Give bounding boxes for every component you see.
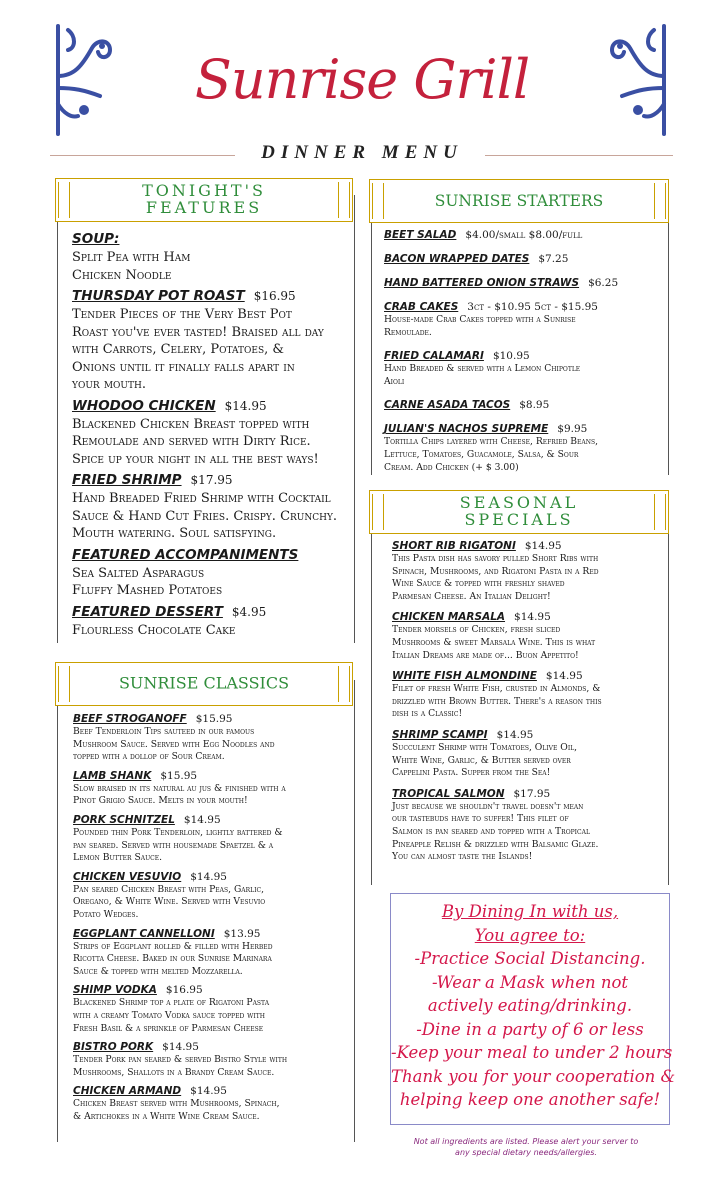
menu-item-description-line: Succulent Shrimp with Tomatoes, Olive Oil, [392, 741, 578, 753]
menu-item-name: FEATURED ACCOMPANIMENTS [72, 546, 299, 563]
starters-list [384, 226, 664, 482]
menu-item-description-line: Lemon Butter Sauce. [73, 852, 163, 864]
seasonal-menu-item [392, 667, 664, 721]
classics-menu-item [73, 1038, 351, 1079]
dine-in-notice-lines [391, 894, 676, 1112]
notice-line: -Practice Social Distancing. [414, 949, 646, 968]
menu-item-description-line: Mushroom Sauce. Served with Egg Noodles and [73, 738, 275, 750]
menu-item-description-line: Pinot Grigio Sauce. Melts in your mouth! [73, 795, 248, 807]
menu-item-description-line: Just because we shouldn't travel doesn't mean [392, 800, 584, 812]
menu-item-price: $17.95 [513, 787, 551, 800]
menu-item-price: $14.95 [183, 813, 221, 826]
seasonal-menu-item [392, 726, 664, 780]
restaurant-title: Sunrise Grill [194, 48, 530, 111]
seasonal-heading-line2: SPECIALS [464, 510, 574, 529]
menu-item-price: $14.95 [162, 1041, 199, 1054]
menu-item-description-line: Sauce & Hand Cut Fries. Crispy. Crunchy. [72, 508, 338, 524]
menu-item-name: FRIED SHRIMP [72, 472, 182, 488]
menu-item-description-line: Italian Dreams are made of... Buon Appetito! [392, 649, 579, 661]
menu-item-name: BEEF STROGANOFF [73, 713, 187, 725]
menu-item-description-line: Roast you've ever tasted! Braised all day [72, 324, 324, 340]
features-menu-item [72, 395, 354, 469]
menu-item-name: CHICKEN ARMAND [73, 1085, 182, 1098]
menu-item-price: $14.95 [190, 1085, 227, 1098]
menu-item-description-line: dish is a Classic! [392, 708, 463, 720]
menu-item-description-line: Tender Pork pan seared & served Bistro Style with [73, 1054, 288, 1066]
menu-item-name: EGGPLANT CANNELLONI [73, 927, 215, 940]
menu-item-description-line: Fresh Basil & a sprinkle of Parmesan Cheese [73, 1022, 264, 1034]
menu-item-description-line: Remoulade. [384, 326, 432, 338]
menu-item-description-line: Chicken Noodle [72, 267, 172, 283]
menu-item-price: $15.95 [160, 769, 198, 782]
menu-item-name: CARNE ASADA TACOS [384, 399, 511, 412]
menu-item-price: $14.95 [496, 728, 534, 741]
menu-item-description-line: Ricotta Cheese. Baked in our Sunrise Marinara [73, 953, 272, 965]
menu-item-price: $9.95 [557, 423, 588, 436]
features-heading-line1: TONIGHT'S [142, 181, 266, 201]
menu-item-description-line: with a creamy Tomato Vodka sauce topped with [73, 1009, 265, 1021]
starters-heading: SUNRISE STARTERS [434, 191, 604, 210]
menu-item-price: $14.95 [545, 670, 583, 683]
menu-item-name: TROPICAL SALMON [392, 787, 505, 800]
features-menu-item [72, 228, 354, 284]
menu-item-description-line: Mushrooms, Shallots in a Brandy Cream Sauce. [73, 1066, 275, 1078]
menu-item-name: FRIED CALAMARI [384, 350, 484, 363]
menu-item-description-line: Filet of fresh White Fish, crusted in Almonds, & [392, 683, 601, 695]
classics-menu-item [73, 925, 351, 979]
menu-item-name: SOUP: [72, 231, 120, 247]
seasonal-heading-line1: SEASONAL [459, 493, 579, 513]
menu-item-description-line: topped with a dollop of Sour Cream. [73, 751, 225, 763]
menu-item-price: $10.95 [492, 350, 530, 363]
menu-item-description-line: Cream. Add Chicken (+ $ 3.00) [384, 461, 519, 473]
starters-menu-item [384, 226, 664, 242]
menu-item-description-line: pan seared. Served with housemade Spaetzel & a [73, 839, 274, 851]
menu-item-description-line: Strips of Eggplant rolled & filled with Herbed [73, 940, 273, 952]
classics-menu-item [73, 767, 351, 808]
menu-item-description-line: Salmon is pan seared and topped with a Tropical [392, 825, 590, 837]
menu-item-description-line: Aioli [384, 375, 405, 387]
menu-item-description-line: Sauce & topped with melted Mozzarella. [73, 965, 243, 977]
menu-item-description-line: Remoulade and served with Dirty Rice. [72, 434, 311, 449]
notice-line: Thank you for your cooperation & [391, 1066, 676, 1086]
notice-line: -Dine in a party of 6 or less [416, 1019, 644, 1039]
menu-item-price: $14.95 [190, 870, 227, 883]
starters-menu-item [384, 347, 664, 388]
features-list [72, 228, 354, 640]
menu-item-description-line: Slow braised in its natural au jus & finished with a [73, 782, 286, 794]
classics-menu-item [73, 981, 351, 1035]
menu-item-price: $6.25 [588, 277, 619, 289]
menu-item-description-line: Chicken Breast served with Mushrooms, Spinach, [73, 1098, 280, 1110]
notice-line: actively eating/drinking. [427, 996, 633, 1015]
seasonal-menu-item [392, 785, 664, 864]
starters-menu-item [384, 420, 664, 474]
menu-item-price: $4.95 [231, 604, 267, 619]
menu-item-name: SHORT RIB RIGATONI [392, 540, 516, 552]
menu-item-price: $8.95 [519, 399, 550, 412]
dine-in-notice-box [390, 893, 676, 1125]
menu-item-description-line: our tastebuds have to suffer! This filet of [392, 813, 569, 825]
allergy-footnote-line1: Not all ingredients are listed. Please alert your server to [413, 1137, 639, 1146]
menu-item-name: BACON WRAPPED DATES [384, 253, 530, 265]
menu-item-price: $14.95 [514, 611, 551, 624]
menu-item-description-line: White Wine, Garlic, & Butter served over [392, 754, 571, 766]
menu-item-name: CRAB CAKES [384, 301, 459, 313]
classics-list [73, 710, 351, 1126]
menu-item-description-line: Lettuce, Tomatoes, Guacamole, Salsa, & Sour [384, 448, 579, 460]
allergy-footnote-line2: any special dietary needs/allergies. [455, 1148, 597, 1157]
menu-item-name: THURSDAY POT ROAST [72, 288, 245, 304]
starters-menu-item [384, 298, 664, 339]
menu-item-name: LAMB SHANK [73, 769, 152, 782]
menu-item-description-line: Tender morsels of Chicken, fresh sliced [392, 624, 561, 636]
menu-item-price: $16.95 [165, 984, 203, 997]
menu-item-description-line: Oregano, & White Wine. Served with Vesuvio [73, 896, 266, 908]
notice-line: helping keep one another safe! [399, 1090, 661, 1109]
menu-item-description-line: Fluffy Mashed Potatoes [72, 583, 223, 598]
classics-menu-item [73, 1082, 351, 1123]
classics-menu-item [73, 868, 351, 922]
menu-item-price: $13.95 [223, 927, 261, 940]
menu-item-description-line: your mouth. [72, 377, 146, 392]
menu-item-description-line: Cappelini Pasta. Supper from the Sea! [392, 767, 551, 779]
menu-item-name: JULIAN'S NACHOS SUPREME [384, 423, 549, 436]
starters-menu-item [384, 274, 664, 290]
seasonal-menu-item [392, 608, 664, 662]
menu-item-name: SHIMP VODKA [73, 984, 157, 997]
menu-item-description-line: Flourless Chocolate Cake [72, 622, 236, 638]
menu-item-price: $15.95 [195, 713, 233, 725]
menu-item-price: $17.95 [190, 473, 233, 487]
menu-item-description-line: with Carrots, Celery, Potatoes, & [72, 342, 284, 357]
menu-item-description-line: Spice up your night in all the best ways! [72, 451, 319, 467]
menu-item-description-line: & Artichokes in a White Wine Cream Sauce. [73, 1110, 260, 1122]
menu-item-price: $16.95 [253, 289, 296, 303]
notice-line: By Dining In with us, [441, 902, 619, 921]
menu-subtitle: DINNER MENU [261, 142, 463, 163]
menu-item-name: WHITE FISH ALMONDINE [392, 670, 537, 683]
starters-menu-item [384, 250, 664, 266]
features-menu-item [72, 544, 354, 600]
menu-item-price: $14.95 [524, 540, 562, 552]
menu-item-description-line: Wine Sauce & topped with freshly shaved [392, 578, 565, 590]
menu-item-description-line: Pineapple Relish & drizzled with Balsamic Glaze. [392, 838, 599, 850]
seasonal-heading-frame [369, 490, 669, 534]
allergy-footnote [388, 1136, 664, 1158]
menu-item-description-line: Blackened Shrimp top a plate of Rigatoni Pasta [73, 997, 270, 1009]
menu-item-price: $7.25 [538, 253, 569, 265]
notice-line: -Keep your meal to under 2 hours [391, 1043, 673, 1062]
menu-item-name: CHICKEN MARSALA [392, 611, 506, 624]
menu-item-name: WHODOO CHICKEN [72, 397, 216, 414]
menu-item-description-line: Potato Wedges. [73, 908, 139, 920]
seasonal-menu-item [392, 537, 664, 603]
menu-item-description-line: Sea Salted Asparagus [72, 565, 205, 581]
menu-item-name: BEET SALAD [384, 229, 457, 241]
menu-item-name: BISTRO PORK [73, 1041, 154, 1054]
menu-item-description-line: Parmesan Cheese. An Italian Delight! [392, 590, 551, 602]
menu-item-name: CHICKEN VESUVIO [73, 870, 182, 883]
classics-menu-item [73, 811, 351, 865]
menu-item-name: SHRIMP SCAMPI [392, 728, 488, 741]
menu-item-description-line: Tortilla Chips layered with Cheese, Refried Beans, [384, 436, 599, 448]
menu-item-description-line: Onions until it finally falls apart in [72, 359, 295, 375]
features-heading-line2: FEATURES [145, 198, 263, 217]
features-heading-frame [55, 178, 353, 222]
features-menu-item [72, 285, 354, 394]
starters-menu-item [384, 396, 664, 412]
menu-item-description-line: drizzled with Brown Butter. There's a reason this [392, 695, 602, 707]
menu-item-description-line: Hand Breaded Fried Shrimp with Cocktail [72, 491, 331, 506]
starters-heading-frame [369, 179, 669, 223]
menu-item-description-line: Hand Breaded & served with a Lemon Chipotle [384, 363, 581, 375]
features-menu-item [72, 469, 354, 543]
menu-item-description-line: Pan seared Chicken Breast with Peas, Garlic, [73, 883, 265, 895]
notice-line: -Wear a Mask when not [431, 972, 629, 992]
menu-item-description-line: Split Pea with Ham [72, 250, 191, 265]
menu-item-description-line: Beef Tenderloin Tips sauteed in our famous [73, 726, 255, 737]
menu-item-price: $4.00/small $8.00/full [465, 229, 583, 241]
classics-heading: SUNRISE CLASSICS [118, 673, 290, 693]
menu-item-name: FEATURED DESSERT [72, 603, 223, 620]
menu-item-description-line: This Pasta dish has savory pulled Short Ribs with [392, 553, 599, 564]
menu-item-description-line: You can almost taste the Islands! [392, 851, 533, 863]
menu-item-description-line: Mouth watering. Soul satisfying. [72, 526, 277, 541]
seasonal-list [392, 537, 664, 869]
classics-menu-item [73, 710, 351, 764]
classics-heading-frame [55, 662, 353, 706]
menu-item-description-line: Blackened Chicken Breast topped with [72, 416, 310, 432]
notice-line: You agree to: [474, 925, 586, 945]
menu-item-description-line: House-made Crab Cakes topped with a Sunrise [384, 314, 576, 325]
menu-item-name: HAND BATTERED ONION STRAWS [384, 277, 580, 289]
menu-item-description-line: Pounded thin Pork Tenderloin, lightly battered & [73, 826, 283, 838]
menu-item-description-line: Tender Pieces of the Very Best Pot [72, 307, 292, 322]
menu-item-name: PORK SCHNITZEL [73, 813, 175, 826]
menu-item-description-line: Mushrooms & sweet Marsala Wine. This is what [392, 636, 596, 648]
menu-item-price: $14.95 [224, 398, 267, 413]
features-menu-item [72, 601, 354, 640]
menu-item-description-line: Spinach, Mushrooms, and Rigatoni Pasta in a Red [392, 565, 599, 577]
menu-item-price: 3ct - $10.95 5ct - $15.95 [467, 301, 598, 313]
